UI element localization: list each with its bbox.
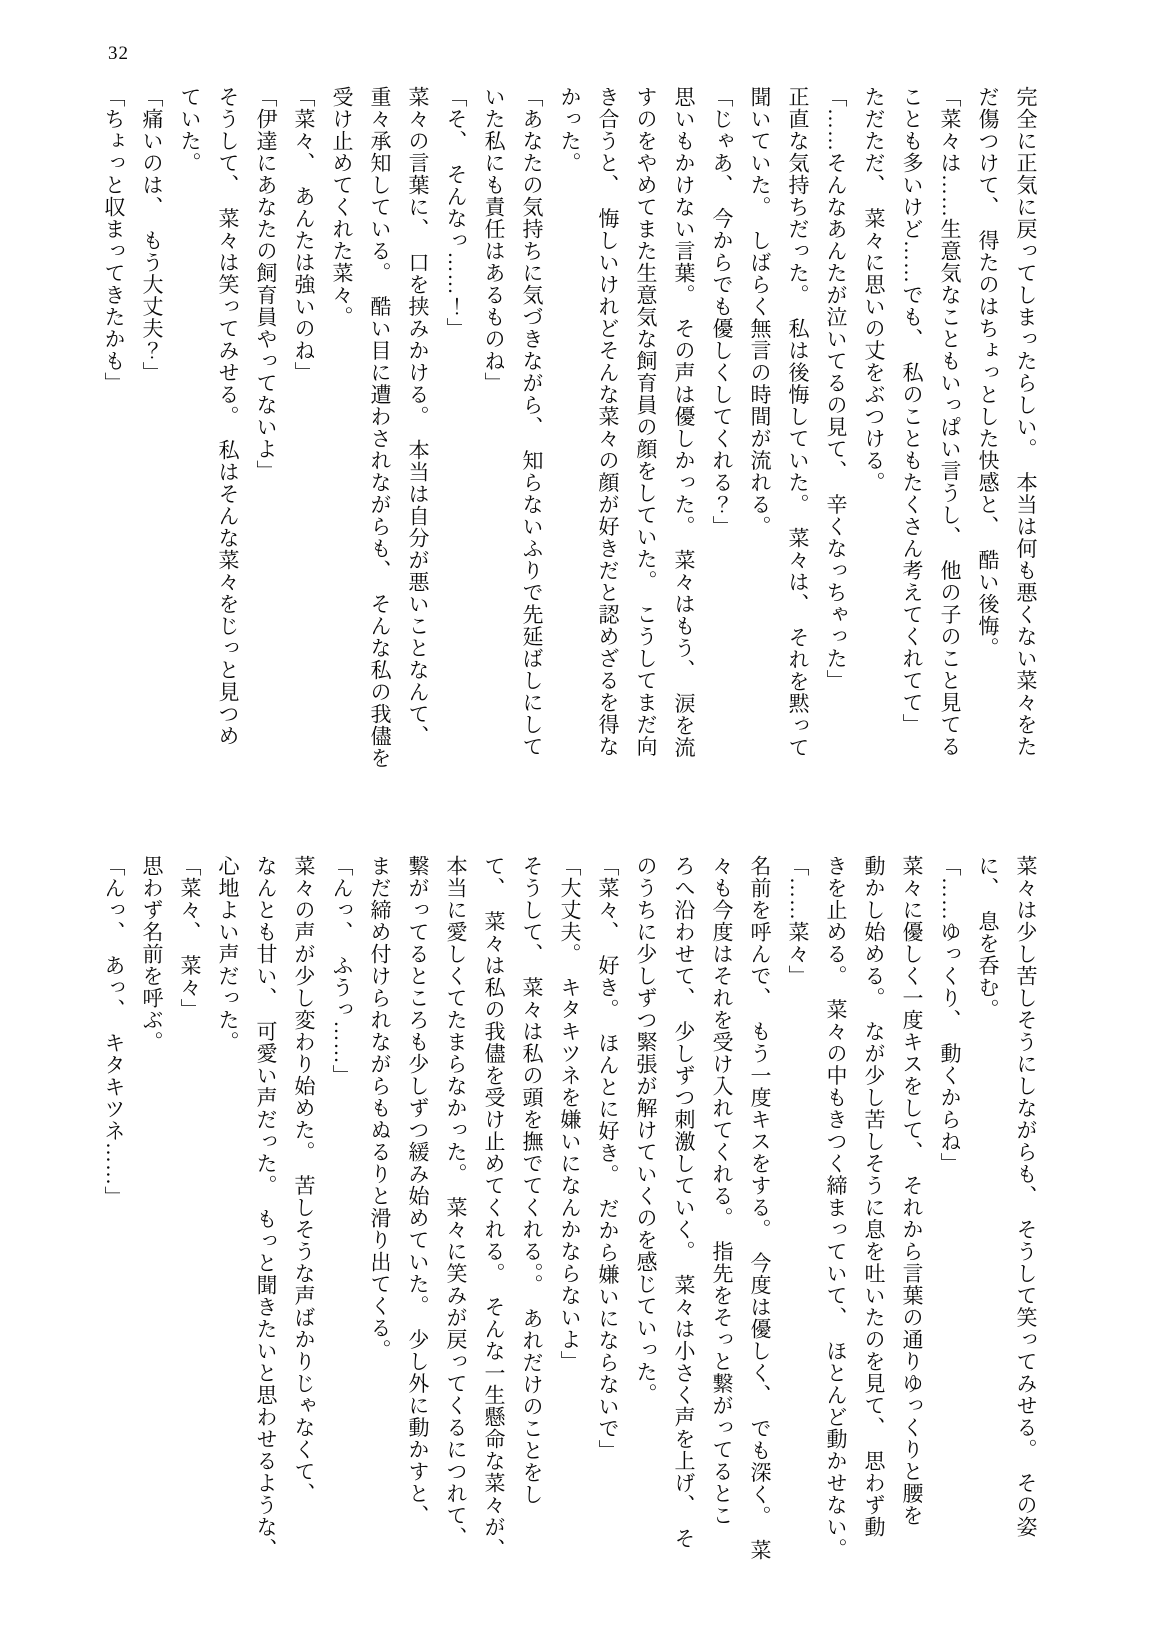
text-column: 菜々に優しく一度キスをして、 それから言葉の通りゆっくりと腰を — [900, 855, 924, 1527]
text-column: まだ締め付けられながらもぬるりと滑り出てくる。 — [368, 855, 392, 1361]
text-column: なんとも甘い、 可愛い声だった。 もっと聞きたいと思わせるような、 — [254, 855, 278, 1560]
text-column: 動かし始める。 なが少し苦しそうに息を吐いたのを見て、 思わず動 — [862, 855, 886, 1538]
text-column: ていた。 — [178, 86, 202, 174]
text-column: ろへ沿わせて、 少しずつ刺激していく。 菜々は小さく声を上げ、 そ — [672, 855, 696, 1550]
text-column: ことも多いけど……でも、 私のこともたくさん考えてくれてて」 — [900, 86, 924, 736]
text-column: 「痛いのは、 もう大丈夫？」 — [140, 86, 164, 384]
text-column: 思わず名前を呼ぶ。 — [140, 855, 164, 1053]
text-column: 完全に正気に戻ってしまったらしい。 本当は何も悪くない菜々をた — [1014, 86, 1038, 758]
text-column: すのをやめてまた生意気な飼育員の顔をしていた。 こうしてまだ向 — [634, 86, 658, 758]
text-column: 「菜々、 あんたは強いのね」 — [292, 86, 316, 384]
text-column: 心地よい声だった。 — [216, 855, 240, 1053]
page-number: 32 — [108, 43, 129, 64]
text-column: て、 菜々は私の我儘を受け止めてくれる。 そんな一生懸命な菜々が、 — [482, 855, 506, 1560]
text-column: に、 息を呑む。 — [976, 855, 1000, 1021]
text-column: 「……菜々」 — [786, 855, 810, 987]
text-column: 繋がってるところも少しずつ緩み始めていた。 少し外に動かすと、 — [406, 855, 430, 1527]
text-column: 「……そんなあんたが泣いてるの見て、 辛くなっちゃった」 — [824, 86, 848, 692]
text-column: 々も今度はそれを受け入れてくれる。 指先をそっと繋がってるとこ — [710, 855, 734, 1527]
text-column: そうして、 菜々は私の頭を撫でてくれる。。 あれだけのことをし — [520, 855, 544, 1506]
text-column: 菜々の言葉に、 口を挟みかける。 本当は自分が悪いことなんて、 — [406, 86, 430, 747]
text-column: 菜々の声が少し変わり始めた。 苦しそうな声ばかりじゃなくて、 — [292, 855, 316, 1505]
text-column: きを止める。 菜々の中もきつく締まっていて、 ほとんど動かせない。 — [824, 855, 848, 1560]
text-column: 「菜々、 好き。 ほんとに好き。 だから嫌いにならないで」 — [596, 855, 620, 1462]
text-column: 「……ゆっくり、 動くからね」 — [938, 855, 962, 1175]
text-column: 思いもかけない言葉。 その声は優しかった。 菜々はもう、 涙を流 — [672, 86, 696, 759]
text-column: 本当に愛しくてたまらなかった。 菜々に笑みが戻ってくるにつれて、 — [444, 855, 468, 1549]
text-column: 正直な気持ちだった。 私は後悔していた。 菜々は、 それを黙って — [786, 86, 810, 759]
text-column: 「んっ、 あっ、 キタキツネ……」 — [102, 855, 126, 1208]
text-column: のうちに少しずつ緊張が解けていくのを感じていった。 — [634, 855, 658, 1405]
text-column: 受け止めてくれた菜々。 — [330, 86, 354, 328]
text-column: 「菜々、 菜々」 — [178, 855, 202, 1021]
text-column: だ傷つけて、 得たのはちょっとした快感と、 酷い後悔。 — [976, 86, 1000, 659]
text-column: 「ちょっと収まってきたかも」 — [102, 86, 126, 394]
text-column: ただただ、 菜々に思いの丈をぶつける。 — [862, 86, 886, 494]
text-column: 聞いていた。 しばらく無言の時間が流れる。 — [748, 86, 772, 538]
text-block-bottom — [95, 855, 1045, 1567]
text-column: 「菜々は……生意気なこともいっぱい言うし、 他の子のこと見てる — [938, 86, 962, 758]
text-block-top — [95, 86, 1045, 798]
text-column: 名前を呼んで、 もう一度キスをする。 今度は優しく、 でも深く。 菜 — [748, 855, 772, 1561]
text-column: 「大丈夫。 キタキツネを嫌いになんかならないよ」 — [558, 855, 582, 1373]
text-column: 「じゃあ、 今からでも優しくしてくれる？」 — [710, 86, 734, 538]
text-column: き合うと、 悔しいけれどそんな菜々の顔が好きだと認めざるを得な — [596, 86, 620, 758]
text-column: いた私にも責任はあるものね」 — [482, 86, 506, 394]
text-column: 重々承知している。 酷い目に遭わされながらも、 そんな私の我儘を — [368, 86, 392, 769]
text-column: 「んっ、 ふうっ……」 — [330, 855, 354, 1087]
text-column: 「伊達にあなたの飼育員やってないよ」 — [254, 86, 278, 482]
text-column: 「あなたの気持ちに気づきながら、 知らないふりで先延ばしにして — [520, 86, 544, 758]
text-column: 「そ、 そんなっ……！」 — [444, 86, 468, 340]
text-column: そうして、 菜々は笑ってみせる。 私はそんな菜々をじっと見つめ — [216, 86, 240, 747]
text-column: 菜々は少し苦しそうにしながらも、 そうして笑ってみせる。 その姿 — [1014, 855, 1038, 1538]
text-column: かった。 — [558, 86, 582, 174]
